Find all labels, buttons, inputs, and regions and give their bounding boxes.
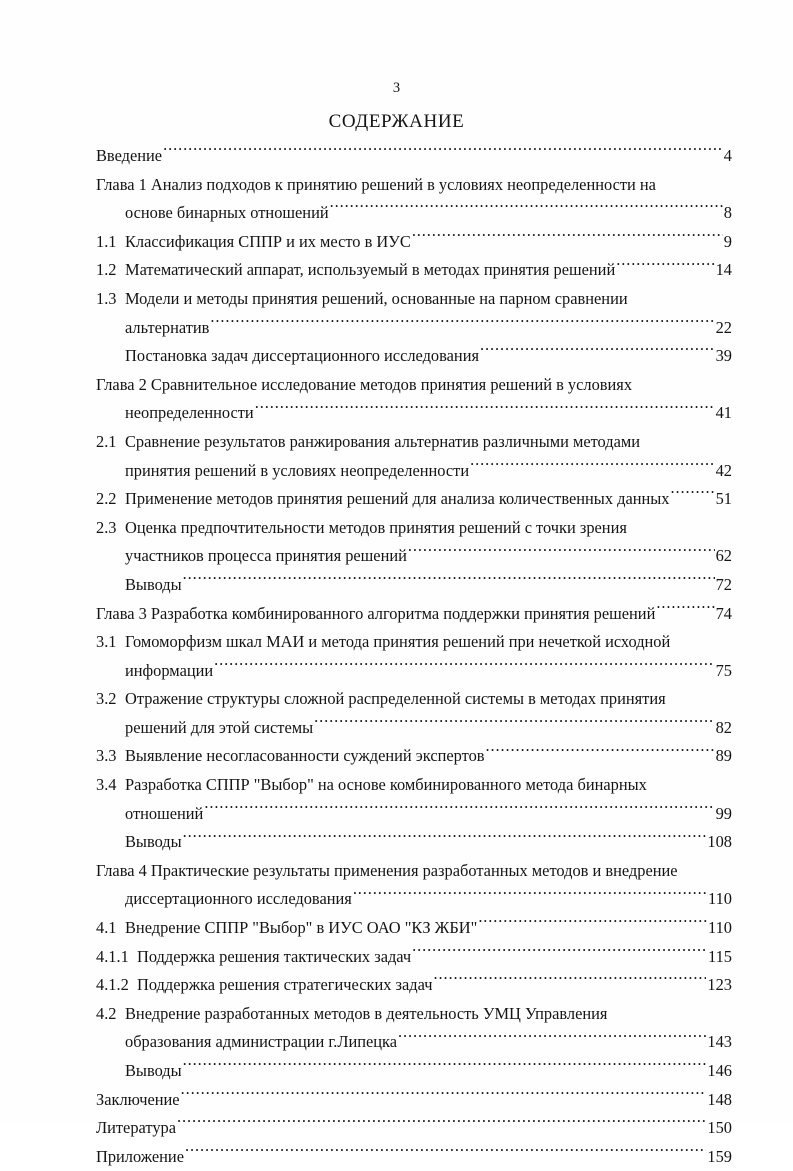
toc-entry-label: Выявление несогласованности суждений экспертов: [125, 746, 485, 766]
toc-page-number: 108: [707, 832, 732, 852]
toc-entry[interactable]: [96, 199, 732, 228]
toc-entry[interactable]: [96, 256, 732, 285]
toc-entry[interactable]: [96, 428, 732, 457]
toc-page-number: 123: [707, 975, 732, 995]
toc-leader-dots: [214, 659, 714, 675]
toc-entry[interactable]: [96, 657, 732, 686]
toc-entry[interactable]: [96, 600, 732, 629]
toc-leader-dots: [486, 745, 715, 761]
toc-page-number: 159: [707, 1146, 732, 1166]
toc-entry[interactable]: [96, 685, 732, 714]
toc-entry[interactable]: [96, 228, 732, 257]
toc-entry[interactable]: [96, 314, 732, 343]
toc-entry-label: Литература: [96, 1118, 176, 1138]
toc-entry[interactable]: [96, 857, 732, 886]
toc-page-number: 148: [707, 1089, 732, 1109]
toc-entry-label: Применение методов принятия решений для анализа количественных данных: [125, 489, 670, 509]
toc-leader-dots: [398, 1031, 706, 1047]
toc-page-number: 62: [715, 546, 732, 566]
toc-leader-dots: [330, 202, 723, 218]
toc-entry[interactable]: [96, 1057, 732, 1086]
toc-entry[interactable]: [96, 771, 732, 800]
toc-entry[interactable]: [96, 485, 732, 514]
toc-entry-number: 4.2: [96, 1003, 117, 1023]
toc-leader-dots: [314, 716, 714, 732]
toc-indent-spacer: [96, 457, 125, 486]
toc-page-number: 115: [708, 946, 732, 966]
toc-entry-label: решений для этой системы: [125, 717, 314, 737]
toc-indent-spacer: [96, 1028, 125, 1057]
toc-entry-label: Оценка предпочтительности методов принятия решений с точки зрения: [125, 517, 627, 537]
toc-leader-dots: [633, 373, 731, 389]
toc-leader-dots: [177, 1117, 706, 1133]
toc-leader-dots: [183, 831, 707, 847]
toc-leader-dots: [671, 631, 731, 647]
toc-indent-spacer: [96, 714, 125, 743]
toc-page-number: 41: [715, 403, 732, 423]
toc-entry-label: Заключение: [96, 1089, 180, 1109]
toc-page-number: 39: [715, 346, 732, 366]
toc-leader-dots: [656, 602, 714, 618]
toc-page-number: 42: [715, 460, 732, 480]
toc-indent-spacer: [96, 657, 125, 686]
toc-indent-spacer: [96, 800, 125, 829]
toc-page-number: 89: [715, 746, 732, 766]
toc-leader-dots: [185, 1145, 706, 1161]
toc-page-number: 4: [723, 146, 732, 165]
toc-entry-label: Поддержка решения тактических задач: [137, 946, 412, 966]
page-folio-number: 3: [392, 80, 401, 96]
toc-entry[interactable]: [96, 1114, 732, 1143]
toc-page-number: 146: [707, 1061, 732, 1080]
toc-entry[interactable]: [96, 1086, 732, 1115]
toc-entry-label: Гомоморфизм шкал МАИ и метода принятия решений при нечеткой исходной: [125, 632, 671, 652]
toc-leader-dots: [470, 459, 714, 475]
toc-entry-number: 1.1: [96, 231, 117, 251]
toc-entry-number: 3.4: [96, 775, 117, 795]
toc-leader-dots: [433, 974, 706, 990]
toc-entry-label: Глава 4 Практические результаты применения разработанных методов и внедрение: [96, 860, 678, 880]
toc-entry-label: Глава 2 Сравнительное исследование методов принятия решений в условиях: [96, 374, 633, 394]
toc-leader-dots: [408, 545, 715, 561]
toc-entry-number: 3.3: [96, 746, 117, 766]
toc-page-number: 8: [723, 203, 732, 223]
toc-entry-label: Внедрение СППР "Выбор" в ИУС ОАО "КЗ ЖБИ": [125, 918, 478, 938]
toc-entry-label: Выводы: [125, 832, 182, 852]
toc-entry-label: образования администрации г.Липецка: [125, 1032, 398, 1052]
toc-leader-dots: [679, 859, 731, 875]
toc-indent-spacer: [96, 571, 125, 600]
toc-entry[interactable]: [96, 1028, 732, 1057]
toc-entry-number: 1.2: [96, 260, 117, 280]
toc-entry[interactable]: [96, 457, 732, 486]
toc-entry-label: участников процесса принятия решений: [125, 546, 407, 566]
toc-entry[interactable]: [96, 742, 732, 771]
toc-page-number: 75: [715, 660, 732, 680]
toc-entry-label: неопределенности: [125, 403, 254, 423]
toc-entry-number: 2.1: [96, 431, 117, 451]
toc-leader-dots: [670, 488, 714, 504]
page-title: СОДЕРЖАНИЕ: [328, 111, 465, 132]
toc-page-number: 9: [723, 231, 732, 251]
toc-entry-number: 4.1: [96, 918, 117, 938]
toc-page-number: 99: [715, 803, 732, 823]
toc-entry-label: основе бинарных отношений: [125, 203, 329, 223]
toc-leader-dots: [210, 316, 714, 332]
toc-entry-label: Поддержка решения стратегических задач: [137, 975, 433, 995]
toc-entry[interactable]: [96, 800, 732, 829]
toc-leader-dots: [255, 402, 715, 418]
toc-leader-dots: [353, 888, 707, 904]
toc-entry-label: Выводы: [125, 1061, 182, 1080]
toc-page-number: 14: [715, 260, 732, 280]
toc-leader-dots: [412, 945, 707, 961]
toc-entry[interactable]: [96, 542, 732, 571]
toc-indent-spacer: [96, 199, 125, 228]
toc-leader-dots: [616, 259, 714, 275]
toc-entry-label: информации: [125, 660, 214, 680]
toc-leader-dots: [181, 1088, 707, 1104]
toc-page-number: 150: [707, 1118, 732, 1138]
toc-entry-label: отношений: [125, 803, 204, 823]
toc-entry-label: Классификация СППР и их место в ИУС: [125, 231, 411, 251]
toc-entry[interactable]: [96, 885, 732, 914]
toc-entry-label: Внедрение разработанных методов в деятельность УМЦ Управления: [125, 1003, 608, 1023]
toc-page-number: 72: [715, 574, 732, 594]
toc-entry[interactable]: [96, 514, 732, 543]
toc-entry[interactable]: [96, 399, 732, 428]
toc-indent-spacer: [96, 885, 125, 914]
toc-indent-spacer: [96, 542, 125, 571]
toc-leader-dots: [478, 917, 707, 933]
toc-entry-label: Выводы: [125, 574, 182, 594]
toc-entry[interactable]: [96, 971, 732, 1000]
toc-leader-dots: [183, 1060, 707, 1076]
toc-leader-dots: [480, 345, 715, 361]
toc-page-number: 143: [707, 1032, 732, 1052]
toc-entry[interactable]: [96, 171, 732, 200]
toc-entry-label: альтернатив: [125, 317, 210, 337]
toc-page-number: 82: [715, 717, 732, 737]
toc-indent-spacer: [96, 342, 125, 371]
toc-entry-label: Сравнение результатов ранжирования альтернатив различными методами: [125, 431, 641, 451]
toc-entry[interactable]: [96, 714, 732, 743]
toc-page-number: 22: [715, 317, 732, 337]
toc-entry-label: диссертационного исследования: [125, 889, 352, 909]
toc-entry-number: 2.2: [96, 489, 117, 509]
toc-leader-dots: [412, 230, 723, 246]
toc-entry-number: 4.1.2: [96, 975, 129, 995]
toc-entry[interactable]: [96, 1143, 732, 1171]
toc-entry-label: Приложение: [96, 1146, 184, 1166]
toc-entry-number: 4.1.1: [96, 946, 129, 966]
toc-entry[interactable]: [96, 285, 732, 314]
toc-entry-label: Отражение структуры сложной распределенной системы в методах принятия: [125, 689, 666, 709]
toc-leader-dots: [657, 173, 731, 189]
toc-entry-label: принятия решений в условиях неопределенности: [125, 460, 470, 480]
toc-leader-dots: [608, 1002, 731, 1018]
toc-leader-dots: [628, 516, 731, 532]
toc-entry[interactable]: [96, 571, 732, 600]
toc-entry-label: Постановка задач диссертационного исследования: [125, 346, 480, 366]
toc-entry[interactable]: [96, 1000, 732, 1029]
toc-entry[interactable]: [96, 342, 732, 371]
toc-leader-dots: [641, 431, 731, 447]
toc-entry-number: 1.3: [96, 288, 117, 308]
toc-leader-dots: [183, 574, 715, 590]
toc-entry[interactable]: [96, 943, 732, 972]
toc-entry[interactable]: [96, 371, 732, 400]
toc-entry[interactable]: [96, 914, 732, 943]
toc-entry[interactable]: [96, 142, 732, 171]
toc-entry-label: Разработка СППР "Выбор" на основе комбинированного метода бинарных: [125, 775, 647, 795]
toc-entry-label: Математический аппарат, используемый в методах принятия решений: [125, 260, 616, 280]
table-of-contents: [96, 142, 732, 1171]
toc-entry-label: Глава 1 Анализ подходов к принятию решений в условиях неопределенности на: [96, 174, 656, 194]
toc-leader-dots: [629, 288, 731, 304]
toc-entry-number: 3.1: [96, 632, 117, 652]
toc-entry[interactable]: [96, 828, 732, 857]
toc-entry-number: 3.2: [96, 689, 117, 709]
toc-indent-spacer: [96, 828, 125, 857]
toc-leader-dots: [648, 774, 731, 790]
toc-entry-label: Введение: [96, 146, 163, 165]
toc-indent-spacer: [96, 314, 125, 343]
toc-indent-spacer: [96, 1057, 125, 1086]
toc-page-number: 51: [715, 489, 732, 509]
toc-indent-spacer: [96, 399, 125, 428]
toc-page-number: 110: [708, 918, 732, 938]
toc-page-number: 74: [715, 603, 732, 623]
toc-leader-dots: [204, 802, 714, 818]
toc-entry-number: 2.3: [96, 517, 117, 537]
toc-entry-label: Глава 3 Разработка комбинированного алгоритма поддержки принятия решений: [96, 603, 656, 623]
toc-leader-dots: [163, 145, 723, 161]
toc-page-number: 110: [708, 889, 732, 909]
toc-entry[interactable]: [96, 628, 732, 657]
toc-entry-label: Модели и методы принятия решений, основанные на парном сравнении: [125, 288, 628, 308]
toc-leader-dots: [667, 688, 731, 704]
